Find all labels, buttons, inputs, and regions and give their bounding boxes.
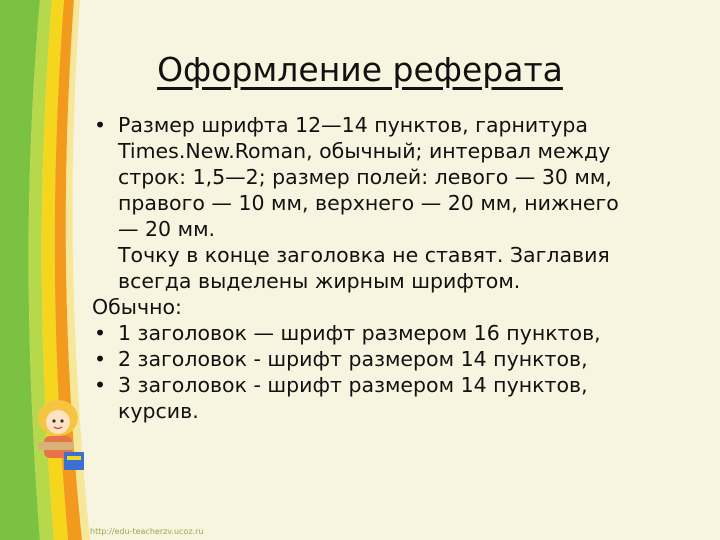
line-text: правого — 10 мм, верхнего — 20 мм, нижнего (118, 191, 619, 215)
line-text: Times.New.Roman, обычный; интервал между (118, 139, 611, 163)
text-line (92, 242, 692, 268)
content-list (92, 112, 692, 424)
line-text: — 20 мм. (118, 217, 216, 241)
text-line (92, 294, 692, 320)
text-line (92, 138, 692, 164)
girl-reading-illustration (28, 396, 90, 478)
line-text: Обычно: (92, 295, 182, 319)
text-line (92, 190, 692, 216)
line-text: всегда выделены жирным шрифтом. (118, 269, 521, 293)
bullet-item (92, 372, 692, 398)
text-line (92, 268, 692, 294)
line-text: 3 заголовок - шрифт размером 14 пунктов, (118, 373, 588, 397)
page-title: Оформление реферата (157, 50, 563, 89)
bullet-icon: • (94, 321, 107, 345)
bullet-item (92, 346, 692, 372)
bullet-item (92, 112, 692, 138)
bullet-icon: • (94, 347, 107, 371)
bullet-icon: • (94, 113, 107, 137)
line-text: строк: 1,5—2; размер полей: левого — 30 мм, (118, 165, 612, 189)
bullet-icon: • (94, 373, 107, 397)
line-text: 2 заголовок - шрифт размером 14 пунктов, (118, 347, 588, 371)
text-line (92, 164, 692, 190)
footer-url: http://edu-teacherzv.ucoz.ru (90, 527, 204, 536)
line-text: курсив. (118, 399, 199, 423)
text-line (92, 216, 692, 242)
line-text: 1 заголовок — шрифт размером 16 пунктов, (118, 321, 601, 345)
line-text: Размер шрифта 12—14 пунктов, гарнитура (118, 113, 588, 137)
line-text: Точку в конце заголовка не ставят. Заглавия (118, 243, 610, 267)
text-line (92, 398, 692, 424)
bullet-item (92, 320, 692, 346)
